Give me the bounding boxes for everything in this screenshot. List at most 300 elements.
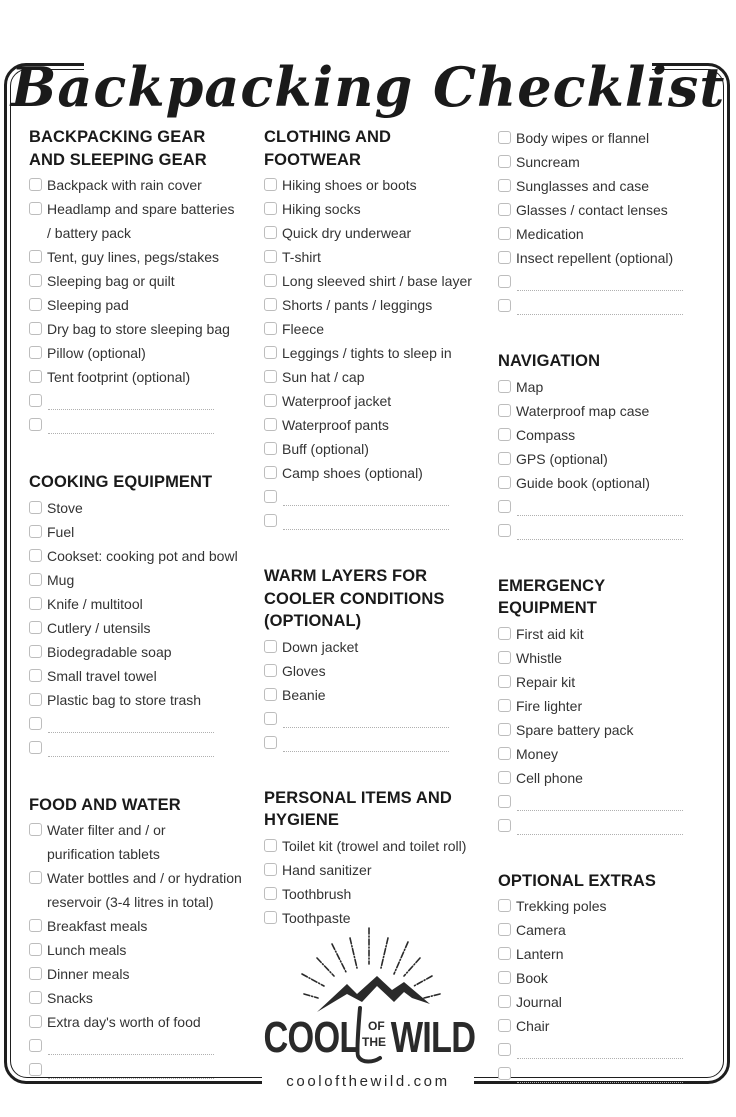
checkbox[interactable] (264, 418, 277, 431)
checkbox[interactable] (29, 346, 42, 359)
checkbox[interactable] (498, 771, 511, 784)
heading-line: HYGIENE (264, 811, 339, 829)
blank-checklist-item[interactable] (498, 294, 708, 318)
blank-checklist-item[interactable] (29, 1058, 251, 1082)
checklist-item[interactable] (498, 246, 708, 270)
checkbox[interactable] (29, 418, 42, 431)
dotted-write-in-line[interactable] (48, 1078, 214, 1079)
blank-checklist-item[interactable] (498, 790, 708, 814)
checklist (264, 173, 486, 533)
checkbox[interactable] (29, 394, 42, 407)
checklist-item[interactable] (264, 293, 486, 317)
item-label: Guide book (optional) (516, 474, 650, 491)
item-label: Shorts / pants / leggings (282, 297, 433, 313)
checkbox[interactable] (264, 688, 277, 701)
checklist-item[interactable] (498, 423, 708, 447)
dotted-write-in-line[interactable] (283, 505, 449, 506)
checkbox[interactable] (498, 275, 511, 288)
item-label: Biodegradable soap (47, 643, 172, 660)
item-label: Fire lighter (516, 697, 583, 714)
item-label: Fuel (47, 523, 75, 540)
svg-text:COOL: COOL (263, 1012, 360, 1063)
section-heading (264, 787, 486, 832)
checklist-item[interactable] (29, 818, 251, 866)
column-1 (29, 126, 251, 1082)
checklist-item[interactable] (498, 942, 708, 966)
checkbox[interactable] (498, 179, 511, 192)
column-2 (264, 126, 486, 930)
checklist (498, 622, 708, 838)
checkbox[interactable] (498, 923, 511, 936)
item-label: Toothpaste (282, 909, 351, 926)
cool-of-the-wild-logo (262, 924, 476, 1064)
dotted-write-in-line[interactable] (517, 834, 683, 835)
checkbox[interactable] (264, 736, 277, 749)
checkbox[interactable] (498, 227, 511, 240)
checkbox[interactable] (29, 370, 42, 383)
dotted-write-in-line[interactable] (283, 529, 449, 530)
section-heading (264, 126, 486, 171)
item-label: Money (516, 745, 559, 762)
item-label: Lunch meals (47, 942, 127, 958)
item-label: Sleeping pad (47, 297, 129, 313)
checkbox[interactable] (498, 500, 511, 513)
section-heading (498, 575, 708, 620)
item-label: Headlamp and spare batteries / battery pack (47, 201, 235, 241)
checkbox[interactable] (498, 947, 511, 960)
checkbox[interactable] (29, 717, 42, 730)
item-label: Dry bag to store sleeping bag (47, 321, 230, 337)
checkbox[interactable] (29, 573, 42, 586)
checklist-item[interactable] (29, 592, 251, 616)
checkbox[interactable] (29, 298, 42, 311)
checkbox[interactable] (498, 675, 511, 688)
checkbox[interactable] (29, 645, 42, 658)
checklist-item[interactable] (29, 173, 251, 197)
checkbox[interactable] (264, 712, 277, 725)
checkbox[interactable] (29, 871, 42, 884)
checklist-item[interactable] (29, 496, 251, 520)
checkbox[interactable] (498, 1019, 511, 1032)
checkbox[interactable] (264, 490, 277, 503)
checkbox[interactable] (498, 203, 511, 216)
item-label: T-shirt (282, 249, 321, 265)
item-label: Lantern (516, 946, 564, 962)
checklist-item[interactable] (29, 341, 251, 365)
item-label: Medication (516, 226, 584, 242)
dotted-write-in-line[interactable] (48, 732, 214, 733)
checklist-item[interactable] (29, 197, 251, 245)
item-label: Trekking poles (516, 898, 607, 914)
checkbox[interactable] (29, 919, 42, 932)
dotted-write-in-line[interactable] (517, 1082, 683, 1083)
checkbox[interactable] (29, 621, 42, 634)
checkbox[interactable] (498, 747, 511, 760)
item-label: Glasses / contact lenses (516, 202, 668, 218)
checklist-item[interactable] (498, 126, 708, 150)
checkbox[interactable] (498, 899, 511, 912)
checklist-item[interactable] (498, 966, 708, 990)
blank-checklist-item[interactable] (264, 707, 486, 731)
checklist-item[interactable] (29, 293, 251, 317)
mountain-sunburst-logo-icon (262, 924, 476, 1064)
section-warm-layers (264, 565, 486, 755)
checklist-item[interactable] (29, 544, 251, 568)
checkbox[interactable] (264, 466, 277, 479)
dotted-write-in-line[interactable] (517, 515, 683, 516)
checkbox[interactable] (498, 380, 511, 393)
checklist-item[interactable] (498, 694, 708, 718)
checklist-item[interactable] (29, 688, 251, 712)
checkbox[interactable] (264, 346, 277, 359)
checklist (498, 126, 708, 318)
item-label: Plastic bag to store trash (47, 691, 202, 708)
checklist-item[interactable] (498, 222, 708, 246)
item-label: Water filter and / or purification tablets (47, 822, 166, 862)
item-label: Tent footprint (optional) (47, 369, 191, 385)
section-navigation (498, 350, 708, 543)
dotted-write-in-line[interactable] (517, 314, 683, 315)
item-label: Body wipes or flannel (516, 130, 650, 146)
checkbox[interactable] (498, 428, 511, 441)
checklist-item[interactable] (264, 317, 486, 341)
checkbox[interactable] (29, 967, 42, 980)
item-label: GPS (optional) (516, 450, 608, 467)
item-label: Hand sanitizer (282, 861, 372, 878)
blank-checklist-item[interactable] (29, 736, 251, 760)
checklist-item[interactable] (498, 198, 708, 222)
checklist-item[interactable] (264, 858, 486, 882)
item-label: Insect repellent (optional) (516, 250, 674, 266)
checkbox[interactable] (264, 298, 277, 311)
column-3 (498, 126, 708, 1086)
item-label: Small travel towel (47, 667, 157, 684)
checkbox[interactable] (498, 995, 511, 1008)
checklist-item[interactable] (264, 221, 486, 245)
blank-checklist-item[interactable] (498, 1062, 708, 1086)
checkbox[interactable] (498, 971, 511, 984)
checklist-item[interactable] (264, 173, 486, 197)
item-label: Gloves (282, 662, 326, 679)
checklist-item[interactable] (498, 622, 708, 646)
item-label: Camp shoes (optional) (282, 465, 423, 481)
checklist-item[interactable] (29, 365, 251, 389)
checklist (264, 635, 486, 755)
heading-line: CLOTHING AND (264, 128, 392, 146)
item-label: Waterproof jacket (282, 393, 392, 409)
checkbox[interactable] (498, 251, 511, 264)
checklist (29, 173, 251, 437)
section-backpacking-gear (29, 126, 251, 437)
checkbox[interactable] (498, 795, 511, 808)
item-label: Hiking socks (282, 201, 361, 217)
checkbox[interactable] (498, 627, 511, 640)
checklist-item[interactable] (498, 894, 708, 918)
item-label: Suncream (516, 154, 580, 170)
item-label: Cookset: cooking pot and bowl (47, 547, 238, 564)
heading-line: PERSONAL ITEMS AND (264, 788, 452, 807)
checkbox[interactable] (29, 322, 42, 335)
checklist-item[interactable] (498, 742, 708, 766)
item-label: Book (516, 970, 548, 986)
checkbox[interactable] (29, 823, 42, 836)
checkbox[interactable] (498, 299, 511, 312)
checklist-item[interactable] (29, 914, 251, 938)
checklist-item[interactable] (498, 718, 708, 742)
section-personal-items-continued (498, 126, 708, 318)
checkbox[interactable] (498, 723, 511, 736)
blank-checklist-item[interactable] (29, 1034, 251, 1058)
checklist-item[interactable] (264, 413, 486, 437)
item-label: Map (516, 378, 544, 395)
checklist-item[interactable] (264, 659, 486, 683)
checkbox[interactable] (498, 524, 511, 537)
checklist-item[interactable] (29, 245, 251, 269)
checkbox[interactable] (264, 274, 277, 287)
checkbox[interactable] (29, 1015, 42, 1028)
heading-line: BACKPACKING GEAR (29, 128, 206, 146)
checklist-item[interactable] (498, 399, 708, 423)
checklist-item[interactable] (264, 683, 486, 707)
item-label: Stove (47, 499, 83, 516)
checklist-item[interactable] (498, 174, 708, 198)
dotted-write-in-line[interactable] (48, 433, 214, 434)
item-label: Chair (516, 1018, 550, 1034)
item-label: Compass (516, 426, 576, 443)
checklist-item[interactable] (498, 670, 708, 694)
dotted-write-in-line[interactable] (283, 751, 449, 752)
checklist-item[interactable] (264, 437, 486, 461)
checklist-item[interactable] (498, 150, 708, 174)
section-heading (264, 565, 486, 633)
checkbox[interactable] (29, 250, 42, 263)
heading-line: WARM LAYERS FOR (264, 567, 428, 585)
checklist-item[interactable] (29, 938, 251, 962)
blank-checklist-item[interactable] (498, 519, 708, 543)
checklist (498, 375, 708, 543)
item-label: Quick dry underwear (282, 225, 412, 241)
blank-checklist-item[interactable] (498, 495, 708, 519)
checkbox[interactable] (29, 525, 42, 538)
checkbox[interactable] (264, 202, 277, 215)
checklist-item[interactable] (29, 986, 251, 1010)
checklist-item[interactable] (498, 1014, 708, 1038)
checkbox[interactable] (264, 911, 277, 924)
blank-checklist-item[interactable] (498, 270, 708, 294)
checklist-item[interactable] (29, 664, 251, 688)
heading-line: COOLER CONDITIONS (264, 589, 445, 608)
checkbox[interactable] (498, 1043, 511, 1056)
item-label: Sun hat / cap (282, 369, 365, 385)
checkbox[interactable] (29, 597, 42, 610)
checklist-item[interactable] (498, 918, 708, 942)
checklist-item[interactable] (264, 461, 486, 485)
item-label: Pillow (optional) (47, 345, 146, 361)
svg-text:WILD: WILD (390, 1012, 476, 1063)
section-personal-items-hygiene (264, 787, 486, 930)
item-label: Buff (optional) (282, 441, 369, 457)
svg-text:THE: THE (362, 1035, 386, 1049)
checkbox[interactable] (498, 476, 511, 489)
checklist-item[interactable] (264, 882, 486, 906)
item-label: Toothbrush (282, 885, 352, 902)
blank-checklist-item[interactable] (264, 731, 486, 755)
checklist-item[interactable] (29, 640, 251, 664)
section-cooking-equipment (29, 471, 251, 760)
checklist (264, 834, 486, 930)
item-label: Waterproof pants (282, 417, 389, 433)
checkbox[interactable] (498, 651, 511, 664)
blank-checklist-item[interactable] (264, 485, 486, 509)
item-label: Leggings / tights to sleep in (282, 345, 452, 361)
dotted-write-in-line[interactable] (517, 1058, 683, 1059)
checkbox[interactable] (498, 131, 511, 144)
blank-checklist-item[interactable] (29, 712, 251, 736)
checklist-item[interactable] (29, 962, 251, 986)
checkbox[interactable] (498, 155, 511, 168)
dotted-write-in-line[interactable] (48, 1054, 214, 1055)
checklist (498, 894, 708, 1086)
checkbox[interactable] (29, 1063, 42, 1076)
checkbox[interactable] (498, 819, 511, 832)
checkbox[interactable] (29, 693, 42, 706)
checklist-item[interactable] (29, 866, 251, 914)
checklist-item[interactable] (264, 197, 486, 221)
checklist-item[interactable] (498, 375, 708, 399)
checklist-item[interactable] (264, 341, 486, 365)
checklist-item[interactable] (498, 990, 708, 1014)
checklist-item[interactable] (264, 245, 486, 269)
checkbox[interactable] (29, 501, 42, 514)
dotted-write-in-line[interactable] (517, 539, 683, 540)
checklist-item[interactable] (29, 317, 251, 341)
blank-checklist-item[interactable] (264, 509, 486, 533)
dotted-write-in-line[interactable] (283, 727, 449, 728)
item-label: Cutlery / utensils (47, 619, 151, 636)
checkbox[interactable] (264, 839, 277, 852)
item-label: Cell phone (516, 769, 583, 786)
page-title: Backpacking Checklist (10, 55, 726, 120)
item-label: Long sleeved shirt / base layer (282, 273, 472, 289)
blank-checklist-item[interactable] (498, 1038, 708, 1062)
checklist-item[interactable] (29, 616, 251, 640)
checkbox[interactable] (264, 370, 277, 383)
item-label: Journal (516, 994, 562, 1010)
item-label: Mug (47, 571, 75, 588)
dotted-write-in-line[interactable] (517, 290, 683, 291)
checkbox[interactable] (29, 943, 42, 956)
item-label: Hiking shoes or boots (282, 177, 417, 193)
checkbox[interactable] (264, 514, 277, 527)
checkbox[interactable] (264, 178, 277, 191)
item-label: Dinner meals (47, 966, 130, 982)
heading-line: EMERGENCY (498, 576, 606, 595)
heading-line: AND SLEEPING GEAR (29, 150, 207, 169)
item-label: Breakfast meals (47, 918, 148, 934)
checklist-item[interactable] (29, 269, 251, 293)
checkbox[interactable] (29, 1039, 42, 1052)
checkbox[interactable] (29, 274, 42, 287)
item-label: Toilet kit (trowel and toilet roll) (282, 837, 467, 854)
checkbox[interactable] (29, 178, 42, 191)
item-label: Whistle (516, 649, 562, 666)
item-label: Sunglasses and case (516, 178, 650, 194)
checkbox[interactable] (264, 322, 277, 335)
checkbox[interactable] (498, 452, 511, 465)
checkbox[interactable] (29, 991, 42, 1004)
checklist (29, 496, 251, 760)
checkbox[interactable] (498, 404, 511, 417)
checkbox[interactable] (264, 887, 277, 900)
checkbox[interactable] (264, 863, 277, 876)
item-label: Snacks (47, 990, 93, 1006)
heading-line: EQUIPMENT (498, 599, 597, 617)
heading-line: FOOTWEAR (264, 150, 362, 169)
checklist-item[interactable] (29, 1010, 251, 1034)
checklist-item[interactable] (264, 635, 486, 659)
blank-checklist-item[interactable] (498, 814, 708, 838)
checkbox[interactable] (498, 1067, 511, 1080)
section-clothing-and-footwear (264, 126, 486, 533)
item-label: Repair kit (516, 673, 576, 690)
section-emergency-equipment (498, 575, 708, 838)
checklist-item[interactable] (29, 520, 251, 544)
checklist-item[interactable] (264, 269, 486, 293)
checkbox[interactable] (29, 741, 42, 754)
checklist-item[interactable] (264, 389, 486, 413)
checklist-item[interactable] (498, 766, 708, 790)
item-label: Tent, guy lines, pegs/stakes (47, 249, 219, 265)
dotted-write-in-line[interactable] (517, 810, 683, 811)
checkbox[interactable] (264, 394, 277, 407)
checkbox[interactable] (29, 549, 42, 562)
checkbox[interactable] (264, 664, 277, 677)
item-label: Sleeping bag or quilt (47, 273, 175, 289)
section-heading: FOOD AND WATER (29, 795, 181, 814)
website-url[interactable]: coolofthewild.com (286, 1073, 450, 1090)
checklist-item[interactable] (498, 447, 708, 471)
item-label: Backpack with rain cover (47, 177, 202, 193)
blank-checklist-item[interactable] (29, 389, 251, 413)
section-heading: COOKING EQUIPMENT (29, 473, 213, 491)
checkbox[interactable] (264, 640, 277, 653)
section-heading: OPTIONAL EXTRAS (498, 871, 656, 890)
checkbox[interactable] (29, 202, 42, 215)
checkbox[interactable] (264, 250, 277, 263)
checklist-item[interactable] (498, 471, 708, 495)
checkbox[interactable] (29, 669, 42, 682)
item-label: Waterproof map case (516, 402, 650, 419)
dotted-write-in-line[interactable] (48, 409, 214, 410)
item-label: Down jacket (282, 638, 359, 655)
item-label: Fleece (282, 321, 325, 337)
item-label: First aid kit (516, 625, 584, 642)
blank-checklist-item[interactable] (29, 413, 251, 437)
dotted-write-in-line[interactable] (48, 756, 214, 757)
section-food-and-water (29, 794, 251, 1083)
item-label: Beanie (282, 686, 326, 703)
checkbox[interactable] (264, 226, 277, 239)
checkbox[interactable] (498, 699, 511, 712)
checklist-item[interactable] (498, 646, 708, 670)
checklist-item[interactable] (29, 568, 251, 592)
checklist (29, 818, 251, 1082)
checklist-item[interactable] (264, 365, 486, 389)
item-label: Knife / multitool (47, 595, 143, 612)
checklist-item[interactable] (264, 834, 486, 858)
checkbox[interactable] (264, 442, 277, 455)
svg-text:OF: OF (368, 1019, 385, 1033)
